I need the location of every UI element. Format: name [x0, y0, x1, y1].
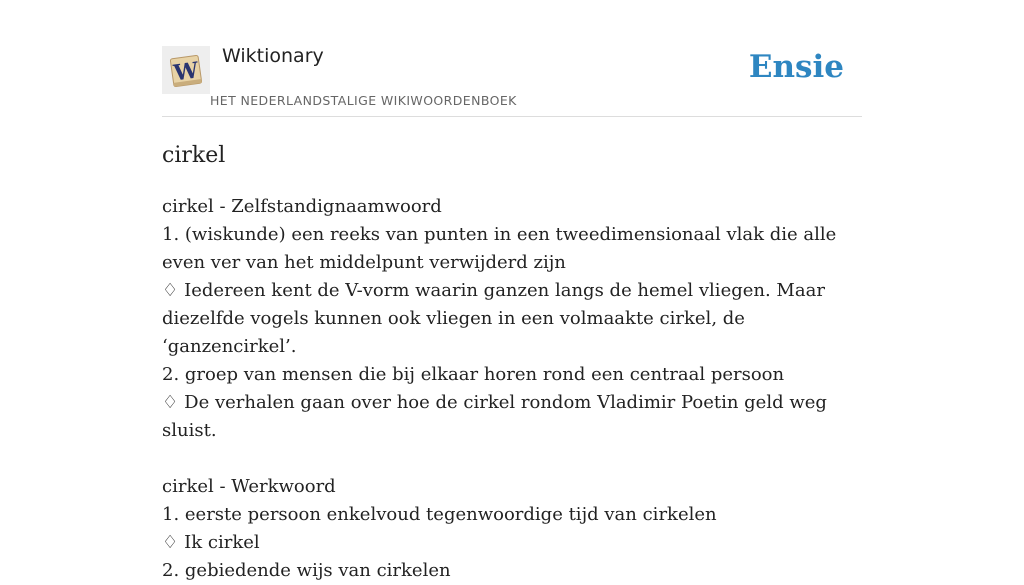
sense-definition: 2. groep van mensen die bij elkaar horen rond een centraal persoon: [162, 364, 785, 385]
logo-letter: W: [172, 57, 201, 87]
example-marker-icon: ♢: [162, 392, 179, 413]
entry-heading: cirkel - Werkwoord: [162, 476, 336, 497]
sense-example: [162, 529, 862, 557]
site-tagline: HET NEDERLANDSTALIGE WIKIWOORDENBOEK: [210, 93, 517, 108]
example-text: Iedereen kent de V-vorm waarin ganzen langs de hemel vliegen. Maar diezelfde vogels kunnen ook vliegen in een volmaakte cirkel, de ‘ganzencirkel’.: [162, 280, 825, 357]
site-header: [162, 0, 862, 117]
entry-verb: [162, 473, 862, 585]
sense-example: [162, 389, 862, 445]
sense-definition: 2. gebiedende wijs van cirkelen: [162, 560, 451, 581]
wiktionary-logo-icon[interactable]: [162, 46, 210, 94]
entry-heading: cirkel - Zelfstandignaamwoord: [162, 196, 442, 217]
ensie-brand-link[interactable]: Ensie: [748, 49, 844, 85]
main-content: [162, 141, 862, 585]
example-text: De verhalen gaan over hoe de cirkel rondom Vladimir Poetin geld weg sluist.: [162, 392, 827, 441]
sense-definition: 1. eerste persoon enkelvoud tegenwoordige tijd van cirkelen: [162, 504, 717, 525]
entry-noun: [162, 193, 862, 445]
example-marker-icon: ♢: [162, 280, 179, 301]
sense-definition: 1. (wiskunde) een reeks van punten in een tweedimensionaal vlak die alle even ver van het middelpunt verwijderd zijn: [162, 224, 837, 273]
site-name[interactable]: Wiktionary: [222, 45, 324, 67]
example-text: Ik cirkel: [184, 532, 260, 553]
example-marker-icon: ♢: [162, 532, 179, 553]
sense-example: [162, 277, 862, 361]
content-container: [162, 0, 862, 585]
page-title: cirkel: [162, 143, 226, 168]
